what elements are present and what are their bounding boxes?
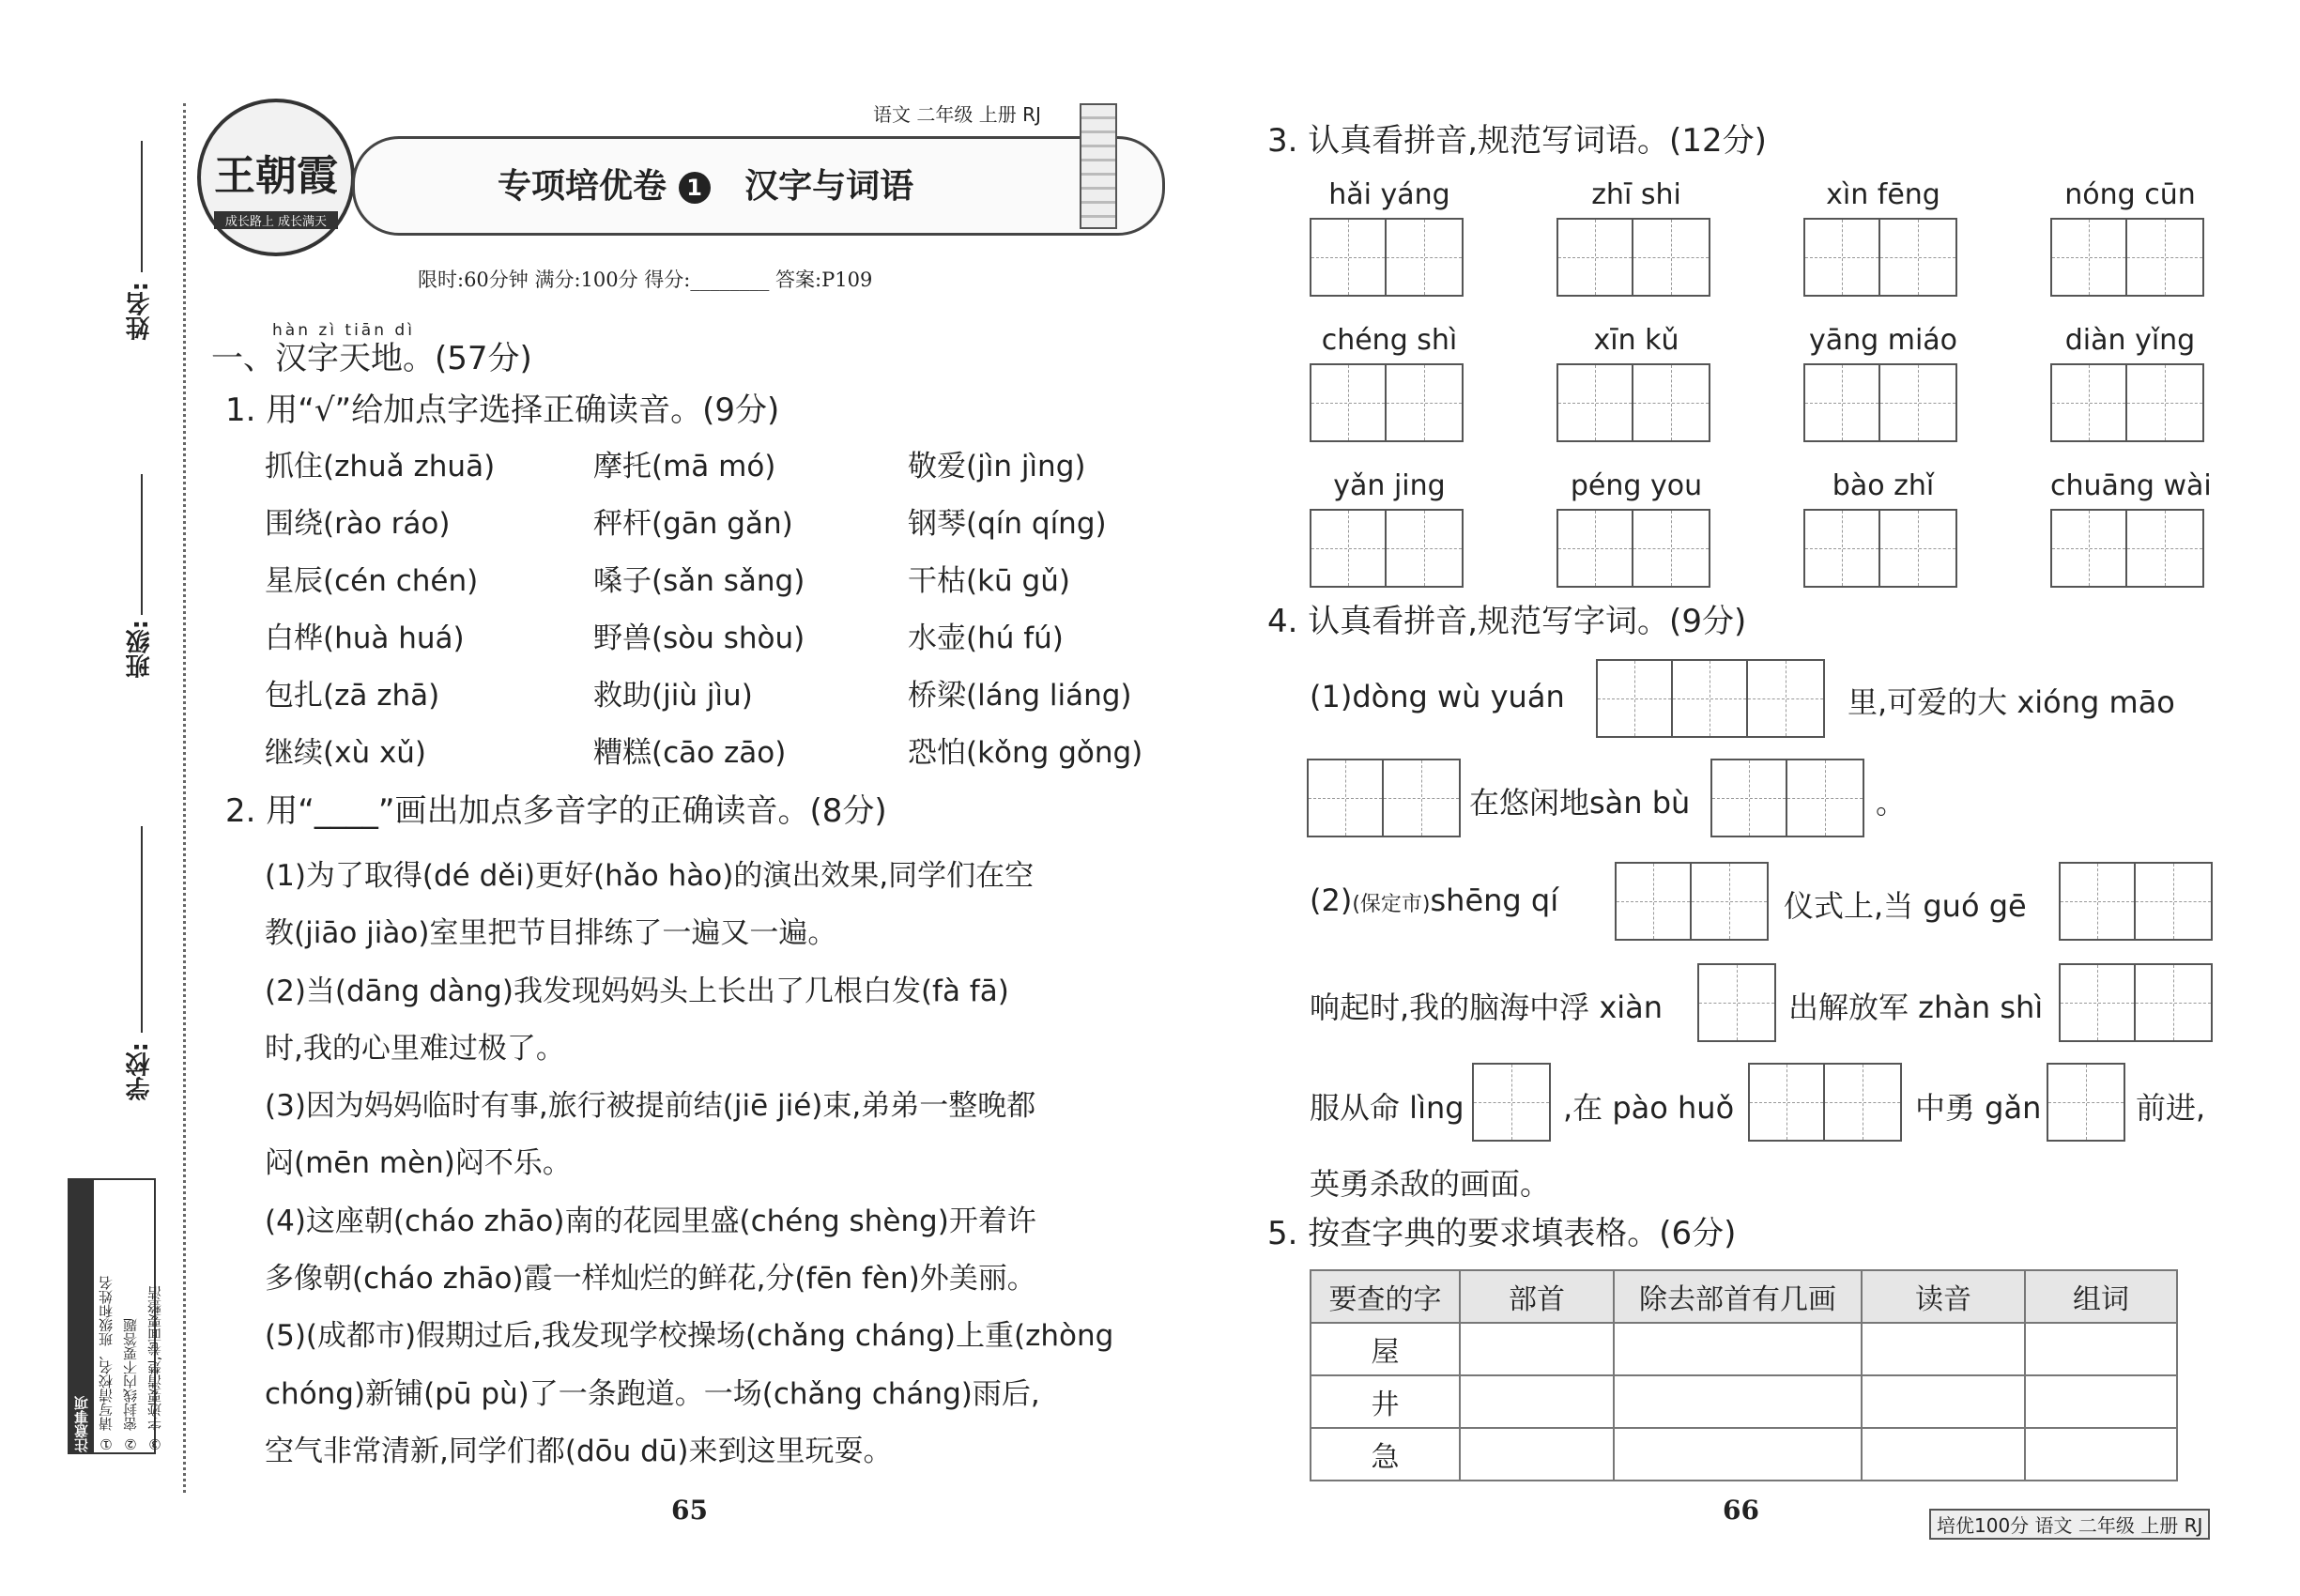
q1-item: 摩托(mā mó) xyxy=(593,450,776,483)
q4-city: (保定市) xyxy=(1352,893,1431,916)
q1-item: 钢琴(qín qíng) xyxy=(908,507,1107,541)
q4-title: 4. 认真看拼音,规范写字词。(9分) xyxy=(1267,603,1747,640)
write-box[interactable] xyxy=(1310,218,1464,297)
q3-pinyin: nóng cūn xyxy=(2064,178,2196,211)
q1-item: 糟糕(cāo zāo) xyxy=(593,736,787,770)
table-cell[interactable] xyxy=(1614,1428,1862,1481)
q2-line: (2)当(dāng dàng)我发现妈妈头上长出了几根白发(fà fā) xyxy=(265,974,1009,1008)
q3-pinyin: hǎi yáng xyxy=(1328,178,1450,211)
q4-text: (1)dòng wù yuán xyxy=(1310,679,1565,714)
write-box[interactable] xyxy=(1803,509,1957,588)
q1-title: 1. 用“√”给加点字选择正确读音。(9分) xyxy=(225,391,780,429)
q3-pinyin: chuāng wài xyxy=(2050,469,2212,502)
q4-text: 英勇杀敌的画面。 xyxy=(1310,1166,1551,1202)
table-header: 组词 xyxy=(2025,1270,2177,1323)
q4-text: 前进, xyxy=(2136,1090,2206,1126)
write-box[interactable] xyxy=(2047,1063,2125,1142)
name-label: 姓名: xyxy=(126,282,154,341)
q3-pinyin: bào zhǐ xyxy=(1832,469,1935,502)
q2-line: (3)因为妈妈临时有事,旅行被提前结(jiē jié)束,弟弟一整晚都 xyxy=(265,1089,1036,1124)
write-box[interactable] xyxy=(1310,509,1464,588)
q5-title: 5. 按查字典的要求填表格。(6分) xyxy=(1267,1215,1737,1252)
table-char: 屋 xyxy=(1311,1323,1460,1375)
title-number: 1 xyxy=(679,172,711,204)
note-3: ③ 字迹要清楚,卷面要整洁 xyxy=(146,1285,163,1452)
table-cell[interactable] xyxy=(1614,1375,1862,1428)
brand-slogan: 成长路上 成长满天 xyxy=(214,211,338,229)
table-cell[interactable] xyxy=(1862,1323,2025,1375)
q4-text: ,在 pào huǒ xyxy=(1563,1090,1735,1126)
write-box[interactable] xyxy=(1472,1063,1551,1142)
q2-line: 空气非常清新,同学们都(dōu dū)来到这里玩耍。 xyxy=(265,1434,893,1468)
series-label: 语文 二年级 上册 RJ xyxy=(873,103,1041,126)
q3-pinyin: xīn kǔ xyxy=(1593,324,1679,357)
q3-pinyin: zhī shi xyxy=(1591,178,1681,211)
write-box[interactable] xyxy=(1596,659,1825,738)
q2-line: 教(jiāo jiào)室里把节目排练了一遍又一遍。 xyxy=(265,916,837,951)
q4-text: 在悠闲地sàn bù xyxy=(1469,785,1691,821)
notes-title: 注意事项 xyxy=(69,1180,94,1452)
school-line xyxy=(141,826,143,1033)
table-cell[interactable] xyxy=(1460,1323,1614,1375)
q2-line: 多像朝(cháo zhāo)霞一样灿烂的鲜花,分(fēn fèn)外美丽。 xyxy=(265,1262,1036,1297)
q3-pinyin: xìn fēng xyxy=(1826,178,1940,211)
q1-item: 嗓子(sǎn sǎng) xyxy=(593,564,805,598)
q4-text: 出解放军 zhàn shì xyxy=(1788,990,2044,1025)
write-box[interactable] xyxy=(1748,1063,1902,1142)
write-box[interactable] xyxy=(2059,862,2213,941)
table-cell[interactable] xyxy=(2025,1428,2177,1481)
q1-item: 干枯(kū gǔ) xyxy=(908,564,1070,598)
table-cell[interactable] xyxy=(1460,1428,1614,1481)
class-line xyxy=(141,474,143,615)
write-box[interactable] xyxy=(2050,509,2204,588)
write-box[interactable] xyxy=(1556,509,1710,588)
write-box[interactable] xyxy=(1710,759,1864,837)
q4-text: 仪式上,当 guó gē xyxy=(1784,888,2027,924)
write-box[interactable] xyxy=(2050,218,2204,297)
q1-item: 包扎(zā zhā) xyxy=(265,679,440,713)
q4-text: 响起时,我的脑海中浮 xiàn xyxy=(1310,990,1664,1025)
write-box[interactable] xyxy=(1697,963,1776,1042)
table-char: 井 xyxy=(1311,1375,1460,1428)
school-label: 学校: xyxy=(126,1042,154,1101)
brand-logo xyxy=(197,99,355,256)
q4-text: 服从命 lìng xyxy=(1310,1090,1464,1126)
notes-box xyxy=(68,1178,163,1454)
q4-text: 里,可爱的大 xióng māo xyxy=(1848,684,2175,720)
write-box[interactable] xyxy=(1310,363,1464,442)
lighthouse-icon xyxy=(1080,103,1117,229)
q2-line: (5)(成都市)假期过后,我发现学校操场(chǎng cháng)上重(zhòng xyxy=(265,1319,1114,1354)
q2-line: (4)这座朝(cháo zhāo)南的花园里盛(chéng shèng)开着许 xyxy=(265,1204,1036,1238)
seal-line xyxy=(183,103,186,1493)
table-header: 读音 xyxy=(1862,1270,2025,1323)
title-topic: 汉字与词语 xyxy=(744,167,914,206)
q4-text: 。 xyxy=(1876,785,1907,821)
q1-item: 星辰(cén chén) xyxy=(265,564,479,598)
table-cell[interactable] xyxy=(1862,1428,2025,1481)
title-main: 专项培优卷 xyxy=(498,167,667,206)
q4-text: 中勇 gǎn xyxy=(1915,1090,2042,1126)
q1-item: 野兽(sòu shòu) xyxy=(593,622,805,655)
q1-item: 秤杆(gān gǎn) xyxy=(593,507,793,541)
section1-title: 一、汉字天地。(57分) xyxy=(211,340,532,377)
table-cell[interactable] xyxy=(1614,1323,1862,1375)
q2-line: (1)为了取得(dé děi)更好(hǎo hào)的演出效果,同学们在空 xyxy=(265,859,1035,893)
q1-item: 继续(xù xǔ) xyxy=(265,736,427,770)
q3-pinyin: yāng miáo xyxy=(1808,324,1958,357)
q3-pinyin: diàn yǐng xyxy=(2064,324,2196,357)
q3-title: 3. 认真看拼音,规范写词语。(12分) xyxy=(1267,122,1767,160)
q1-item: 救助(jiù jìu) xyxy=(593,679,753,713)
q2-body xyxy=(265,848,1113,1481)
q2-title: 2. 用“____”画出加点多音字的正确读音。(8分) xyxy=(225,792,887,830)
write-box[interactable] xyxy=(1803,363,1957,442)
dictionary-table xyxy=(1310,1269,2178,1481)
brand-name: 王朝霞 xyxy=(214,152,338,200)
page-number-right: 66 xyxy=(1723,1495,1759,1526)
table-header: 要查的字 xyxy=(1311,1270,1460,1323)
page-title xyxy=(498,160,913,207)
write-box[interactable] xyxy=(1307,759,1461,837)
note-2: ② 密封线内不要答题 xyxy=(122,1318,139,1452)
q4-text: (2) xyxy=(1310,882,1353,918)
table-cell[interactable] xyxy=(1460,1375,1614,1428)
q1-item: 桥梁(láng liáng) xyxy=(908,679,1132,713)
section1-ruby: hàn zì tiān dì xyxy=(272,321,415,340)
q1-item: 敬爱(jìn jìng) xyxy=(908,450,1086,483)
q3-pinyin: péng you xyxy=(1570,469,1703,502)
q4-line3 xyxy=(1310,882,1558,918)
write-box[interactable] xyxy=(1615,862,1769,941)
q4-text: shēng qí xyxy=(1430,882,1559,918)
table-cell[interactable] xyxy=(1862,1375,2025,1428)
table-cell[interactable] xyxy=(2025,1375,2177,1428)
class-label: 班级: xyxy=(126,620,154,679)
q1-item: 白桦(huà huá) xyxy=(265,622,465,655)
q1-item: 恐怕(kǒng gǒng) xyxy=(908,736,1143,770)
table-char: 急 xyxy=(1311,1428,1460,1481)
table-cell[interactable] xyxy=(2025,1323,2177,1375)
q1-item: 抓住(zhuǎ zhuā) xyxy=(265,450,496,483)
note-1: ① 请写清校名、班级和姓名 xyxy=(98,1276,115,1452)
name-line xyxy=(141,141,143,272)
write-box[interactable] xyxy=(2059,963,2213,1042)
page-number-left: 65 xyxy=(671,1495,708,1526)
write-box[interactable] xyxy=(1556,363,1710,442)
q3-pinyin: chéng shì xyxy=(1321,324,1458,357)
write-box[interactable] xyxy=(2050,363,2204,442)
q1-item: 围绕(rào ráo) xyxy=(265,507,451,541)
q1-item: 水壶(hú fú) xyxy=(908,622,1064,655)
write-box[interactable] xyxy=(1556,218,1710,297)
footer-label: 培优100分 语文 二年级 上册 RJ xyxy=(1929,1509,2210,1540)
limits-line: 限时:60分钟 满分:100分 得分:________ 答案:P109 xyxy=(418,269,873,291)
table-header: 部首 xyxy=(1460,1270,1614,1323)
table-header: 除去部首有几画 xyxy=(1614,1270,1862,1323)
q1-grid xyxy=(265,446,1185,774)
q2-line: 时,我的心里难过极了。 xyxy=(265,1031,565,1066)
q2-line: 闷(mēn mèn)闷不乐。 xyxy=(265,1146,572,1181)
write-box[interactable] xyxy=(1803,218,1957,297)
q3-pinyin: yǎn jing xyxy=(1333,469,1446,502)
q2-line: chóng)新铺(pū pù)了一条跑道。一场(chǎng cháng)雨后, xyxy=(265,1376,1040,1411)
